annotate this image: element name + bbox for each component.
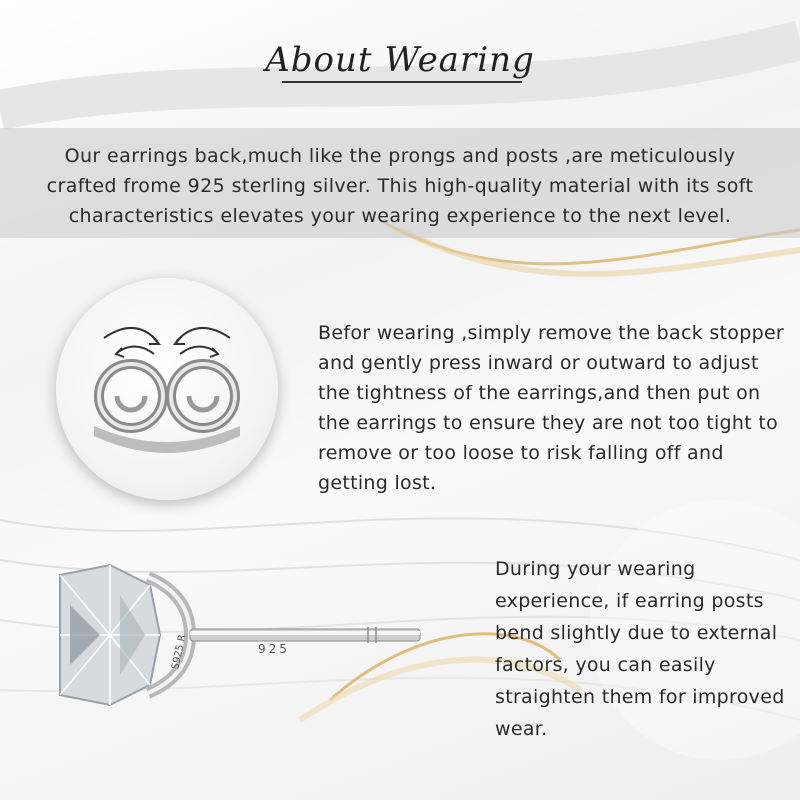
intro-text: Our earrings back,much like the prongs and posts ,are meticulously crafted frome 925 sterling silver. This high-quality material with its soft characteristics elevates your wearing experience to the next level. bbox=[46, 145, 754, 227]
post-stamp: 925 bbox=[258, 642, 290, 656]
post-straighten-instruction: During your wearing experience, if earring posts bend slightly due to external factors, you can easily straighten them for improved wear. bbox=[495, 558, 785, 740]
stud-earring-image bbox=[0, 545, 440, 725]
title-underline bbox=[282, 81, 522, 83]
earring-back-image bbox=[56, 278, 278, 500]
stud-earring-drawing bbox=[0, 545, 440, 725]
back-stopper-instruction: Befor wearing ,simply remove the back stopper and gently press inward or outward to adjust the tightness of the earrings,and then put on the earrings to ensure they are not too tight to remove or too loose to risk falling off and getting lost. bbox=[318, 322, 785, 494]
earring-back-drawing bbox=[56, 278, 278, 500]
setting-stamp: S925 R bbox=[170, 633, 189, 671]
page-title: About Wearing bbox=[265, 40, 535, 80]
